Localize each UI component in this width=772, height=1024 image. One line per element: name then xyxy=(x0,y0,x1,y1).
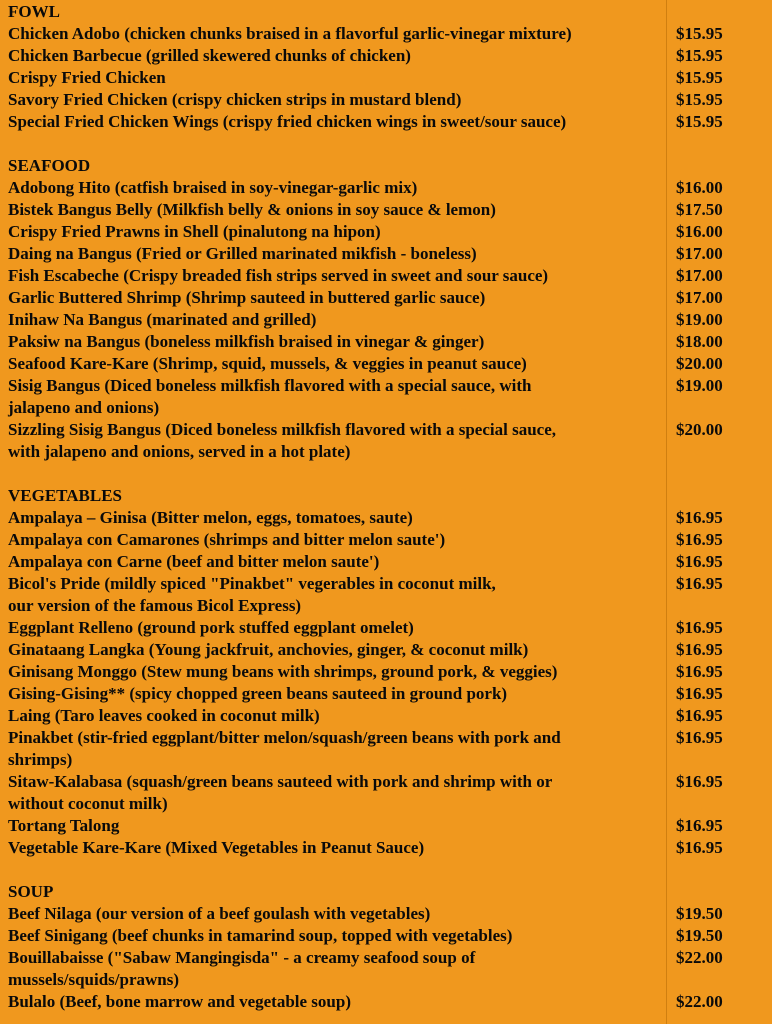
menu-item-description: Adobong Hito (catfish braised in soy-vinegar-garlic mix) xyxy=(8,178,418,197)
menu-item xyxy=(8,23,764,45)
menu-item-price: $19.00 xyxy=(676,376,723,395)
menu-item-price: $19.50 xyxy=(676,926,723,945)
menu-item-price: $17.00 xyxy=(676,288,723,307)
menu-item xyxy=(8,507,764,529)
menu-item-price: $19.00 xyxy=(676,310,723,329)
menu-item-description: Pinakbet (stir-fried eggplant/bitter melon/squash/green beans with pork and shrimps) xyxy=(8,728,561,769)
menu-item xyxy=(8,683,764,705)
menu-item-price: $16.95 xyxy=(676,618,723,637)
section-heading-soup: SOUP xyxy=(8,882,54,901)
menu-item xyxy=(8,419,764,463)
menu-item xyxy=(8,573,764,617)
menu-item-description: Garlic Buttered Shrimp (Shrimp sauteed in buttered garlic sauce) xyxy=(8,288,486,307)
menu-item-price: $17.00 xyxy=(676,266,723,285)
menu-item-description: Crispy Fried Chicken xyxy=(8,68,166,87)
menu-item xyxy=(8,837,764,859)
menu-item-price: $22.00 xyxy=(676,992,723,1011)
menu-item xyxy=(8,639,764,661)
menu-item-description: Chicken Barbecue (grilled skewered chunks of chicken) xyxy=(8,46,411,65)
menu-item xyxy=(8,199,764,221)
menu-item-price: $16.95 xyxy=(676,552,723,571)
menu-item-price: $16.95 xyxy=(676,684,723,703)
menu-item-price: $16.95 xyxy=(676,772,723,791)
menu-item-description: Ampalaya con Carne (beef and bitter melon saute') xyxy=(8,552,380,571)
menu-item xyxy=(8,705,764,727)
menu-item-price: $19.50 xyxy=(676,904,723,923)
menu-item-description: Sizzling Sisig Bangus (Diced boneless milkfish flavored with a special sauce, with jalapeno and onions, served in a hot plate) xyxy=(8,420,556,461)
menu-item-description: Seafood Kare-Kare (Shrimp, squid, mussels, & veggies in peanut sauce) xyxy=(8,354,527,373)
menu-item-price: $15.95 xyxy=(676,90,723,109)
menu-item-description: Bouillabaisse ("Sabaw Mangingisda" - a creamy seafood soup of mussels/squids/prawns) xyxy=(8,948,476,989)
menu-item-price: $16.95 xyxy=(676,816,723,835)
menu-item-description: Eggplant Relleno (ground pork stuffed eggplant omelet) xyxy=(8,618,414,637)
menu-item xyxy=(8,89,764,111)
menu-item-description: Bulalo (Beef, bone marrow and vegetable soup) xyxy=(8,992,351,1011)
menu-item-price: $16.95 xyxy=(676,640,723,659)
menu-item-description: Crispy Fried Prawns in Shell (pinalutong na hipon) xyxy=(8,222,381,241)
menu-item-price: $16.95 xyxy=(676,508,723,527)
menu-item xyxy=(8,221,764,243)
menu-item-price: $20.00 xyxy=(676,420,723,439)
menu-item xyxy=(8,353,764,375)
menu-item-price: $16.95 xyxy=(676,662,723,681)
menu-item-description: Ampalaya con Camarones (shrimps and bitter melon saute') xyxy=(8,530,446,549)
menu-item-description: Paksiw na Bangus (boneless milkfish braised in vinegar & ginger) xyxy=(8,332,485,351)
menu-item xyxy=(8,617,764,639)
menu-item xyxy=(8,925,764,947)
menu-item xyxy=(8,375,764,419)
section-heading-seafood: SEAFOOD xyxy=(8,156,91,175)
menu-item-price: $17.00 xyxy=(676,244,723,263)
menu-item xyxy=(8,331,764,353)
menu-item xyxy=(8,727,764,771)
menu-item-price: $16.95 xyxy=(676,530,723,549)
menu-item-description: Savory Fried Chicken (crispy chicken strips in mustard blend) xyxy=(8,90,462,109)
menu-item xyxy=(8,661,764,683)
menu-item xyxy=(8,903,764,925)
menu-item-price: $18.00 xyxy=(676,332,723,351)
menu-item-description: Ampalaya – Ginisa (Bitter melon, eggs, tomatoes, saute) xyxy=(8,508,413,527)
menu-item-price: $15.95 xyxy=(676,112,723,131)
menu-item xyxy=(8,265,764,287)
menu-item-price: $15.95 xyxy=(676,46,723,65)
menu-item-price: $16.95 xyxy=(676,728,723,747)
menu-item xyxy=(8,815,764,837)
menu-item xyxy=(8,947,764,991)
menu-item xyxy=(8,309,764,331)
menu-item-description: Sisig Bangus (Diced boneless milkfish flavored with a special sauce, with jalapeno and onions) xyxy=(8,376,532,417)
menu-item-description: Laing (Taro leaves cooked in coconut milk) xyxy=(8,706,320,725)
menu-item-description: Special Fried Chicken Wings (crispy fried chicken wings in sweet/sour sauce) xyxy=(8,112,567,131)
menu-item-price: $16.00 xyxy=(676,222,723,241)
menu-item xyxy=(8,177,764,199)
menu-item xyxy=(8,991,764,1013)
section-heading-vegetables: VEGETABLES xyxy=(8,486,123,505)
menu-item-description: Bistek Bangus Belly (Milkfish belly & onions in soy sauce & lemon) xyxy=(8,200,496,219)
menu-item xyxy=(8,67,764,89)
menu-item-description: Daing na Bangus (Fried or Grilled marinated mikfish - boneless) xyxy=(8,244,477,263)
menu-item-price: $16.95 xyxy=(676,574,723,593)
menu-item xyxy=(8,287,764,309)
menu-item-description: Bicol's Pride (mildly spiced "Pinakbet" vegerables in coconut milk, our version of the famous Bicol Express) xyxy=(8,574,496,615)
menu-item-price: $15.95 xyxy=(676,24,723,43)
menu-item xyxy=(8,771,764,815)
menu-item-price: $20.00 xyxy=(676,354,723,373)
menu-item-description: Fish Escabeche (Crispy breaded fish strips served in sweet and sour sauce) xyxy=(8,266,549,285)
menu-item xyxy=(8,243,764,265)
menu-item-description: Inihaw Na Bangus (marinated and grilled) xyxy=(8,310,317,329)
menu-item-description: Gising-Gising** (spicy chopped green beans sauteed in ground pork) xyxy=(8,684,508,703)
menu-item xyxy=(8,45,764,67)
menu-item-description: Vegetable Kare-Kare (Mixed Vegetables in Peanut Sauce) xyxy=(8,838,425,857)
menu-item-description: Beef Nilaga (our version of a beef goulash with vegetables) xyxy=(8,904,431,923)
menu-item xyxy=(8,529,764,551)
menu-item-description: Sitaw-Kalabasa (squash/green beans sauteed with pork and shrimp with or without coconut milk) xyxy=(8,772,553,813)
menu-item-description: Tortang Talong xyxy=(8,816,120,835)
section-heading-fowl: FOWL xyxy=(8,2,60,21)
menu-item xyxy=(8,551,764,573)
menu-item-description: Ginataang Langka (Young jackfruit, anchovies, ginger, & coconut milk) xyxy=(8,640,529,659)
menu-item-price: $16.00 xyxy=(676,178,723,197)
menu-item-price: $16.95 xyxy=(676,706,723,725)
menu-item-price: $22.00 xyxy=(676,948,723,967)
menu-item-description: Beef Sinigang (beef chunks in tamarind soup, topped with vegetables) xyxy=(8,926,513,945)
menu-item-price: $15.95 xyxy=(676,68,723,87)
menu-item-description: Chicken Adobo (chicken chunks braised in a flavorful garlic-vinegar mixture) xyxy=(8,24,572,43)
menu-item-description: Ginisang Monggo (Stew mung beans with shrimps, ground pork, & veggies) xyxy=(8,662,558,681)
menu-item xyxy=(8,111,764,133)
menu-item-price: $16.95 xyxy=(676,838,723,857)
menu-item-price: $17.50 xyxy=(676,200,723,219)
